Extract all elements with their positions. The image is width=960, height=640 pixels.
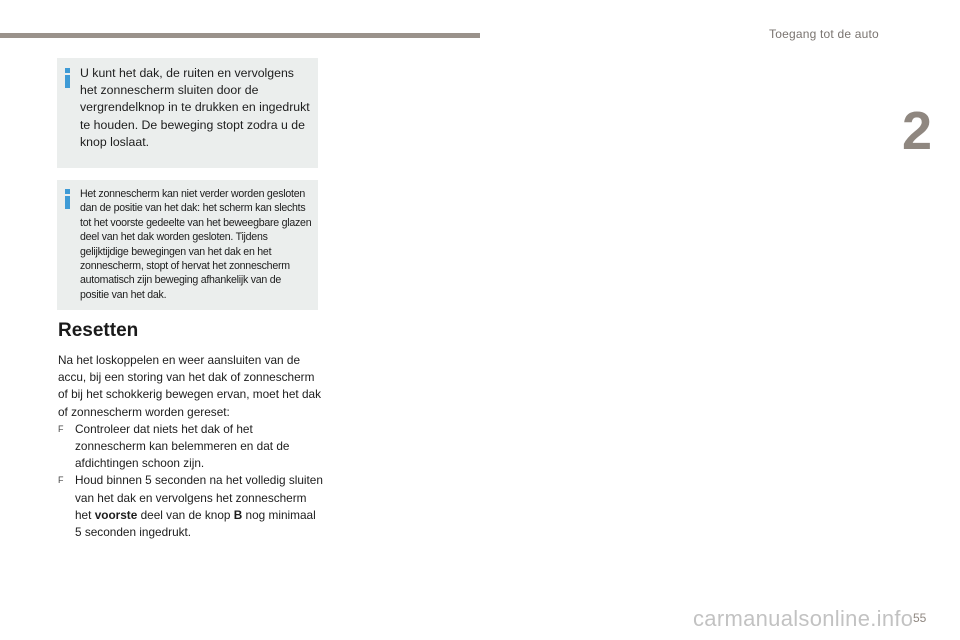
watermark: carmanualsonline.info	[693, 606, 914, 631]
info-box-sunblind	[57, 180, 318, 310]
info-box-lock-button	[57, 58, 318, 168]
list-item-text: Controleer dat niets het dak of het zonnescherm kan belemmeren en dat de afdichtingen schoon zijn.	[75, 421, 290, 471]
header-rule	[0, 33, 480, 38]
bullet-icon: F	[58, 423, 64, 434]
info-box-text: Het zonnescherm kan niet verder worden gesloten dan de positie van het dak: het scherm kan slechts tot het voorste gedeelte van het beweegbare glazen deel van het dak worden gesloten. Tijdens gelijktijdige bewegingen van het dak en het zonnescherm, stopt of hervat het zonnescherm automatisch zijn beweging afhankelijk van de positie van het dak.	[80, 188, 312, 301]
list-item-text-part: deel van de knop	[137, 507, 234, 522]
section-title: Toegang tot de auto	[769, 27, 879, 41]
list-item-text-part: Houd binnen 5 seconden na het volledig sluiten van het dak en vervolgens het zonnescherm het	[75, 473, 323, 522]
info-icon	[65, 189, 70, 209]
reset-instructions	[58, 352, 324, 541]
intro-paragraph: Na het loskoppelen en weer aansluiten van de accu, bij een storing van het dak of zonnescherm of bij het schokkerig bewegen ervan, moet het dak of zonnescherm worden gereset:	[58, 353, 321, 419]
page-number: 55	[913, 611, 927, 625]
list-item	[58, 421, 324, 473]
info-box-text: U kunt het dak, de ruiten en vervolgens het zonnescherm sluiten door de vergrendelknop in te drukken en ingedrukt te houden. De beweging stopt zodra u de knop loslaat.	[80, 66, 310, 149]
info-icon	[65, 68, 70, 88]
button-letter: B	[233, 507, 243, 522]
emphasis-text: voorste	[94, 507, 138, 522]
section-heading: Resetten	[58, 320, 139, 341]
list-item-text-part: nog minimaal 5 seconden ingedrukt.	[75, 507, 316, 540]
list-item-text	[75, 473, 323, 539]
chapter-number: 2	[902, 101, 933, 161]
list-item	[58, 472, 324, 541]
bullet-icon: F	[58, 475, 64, 486]
